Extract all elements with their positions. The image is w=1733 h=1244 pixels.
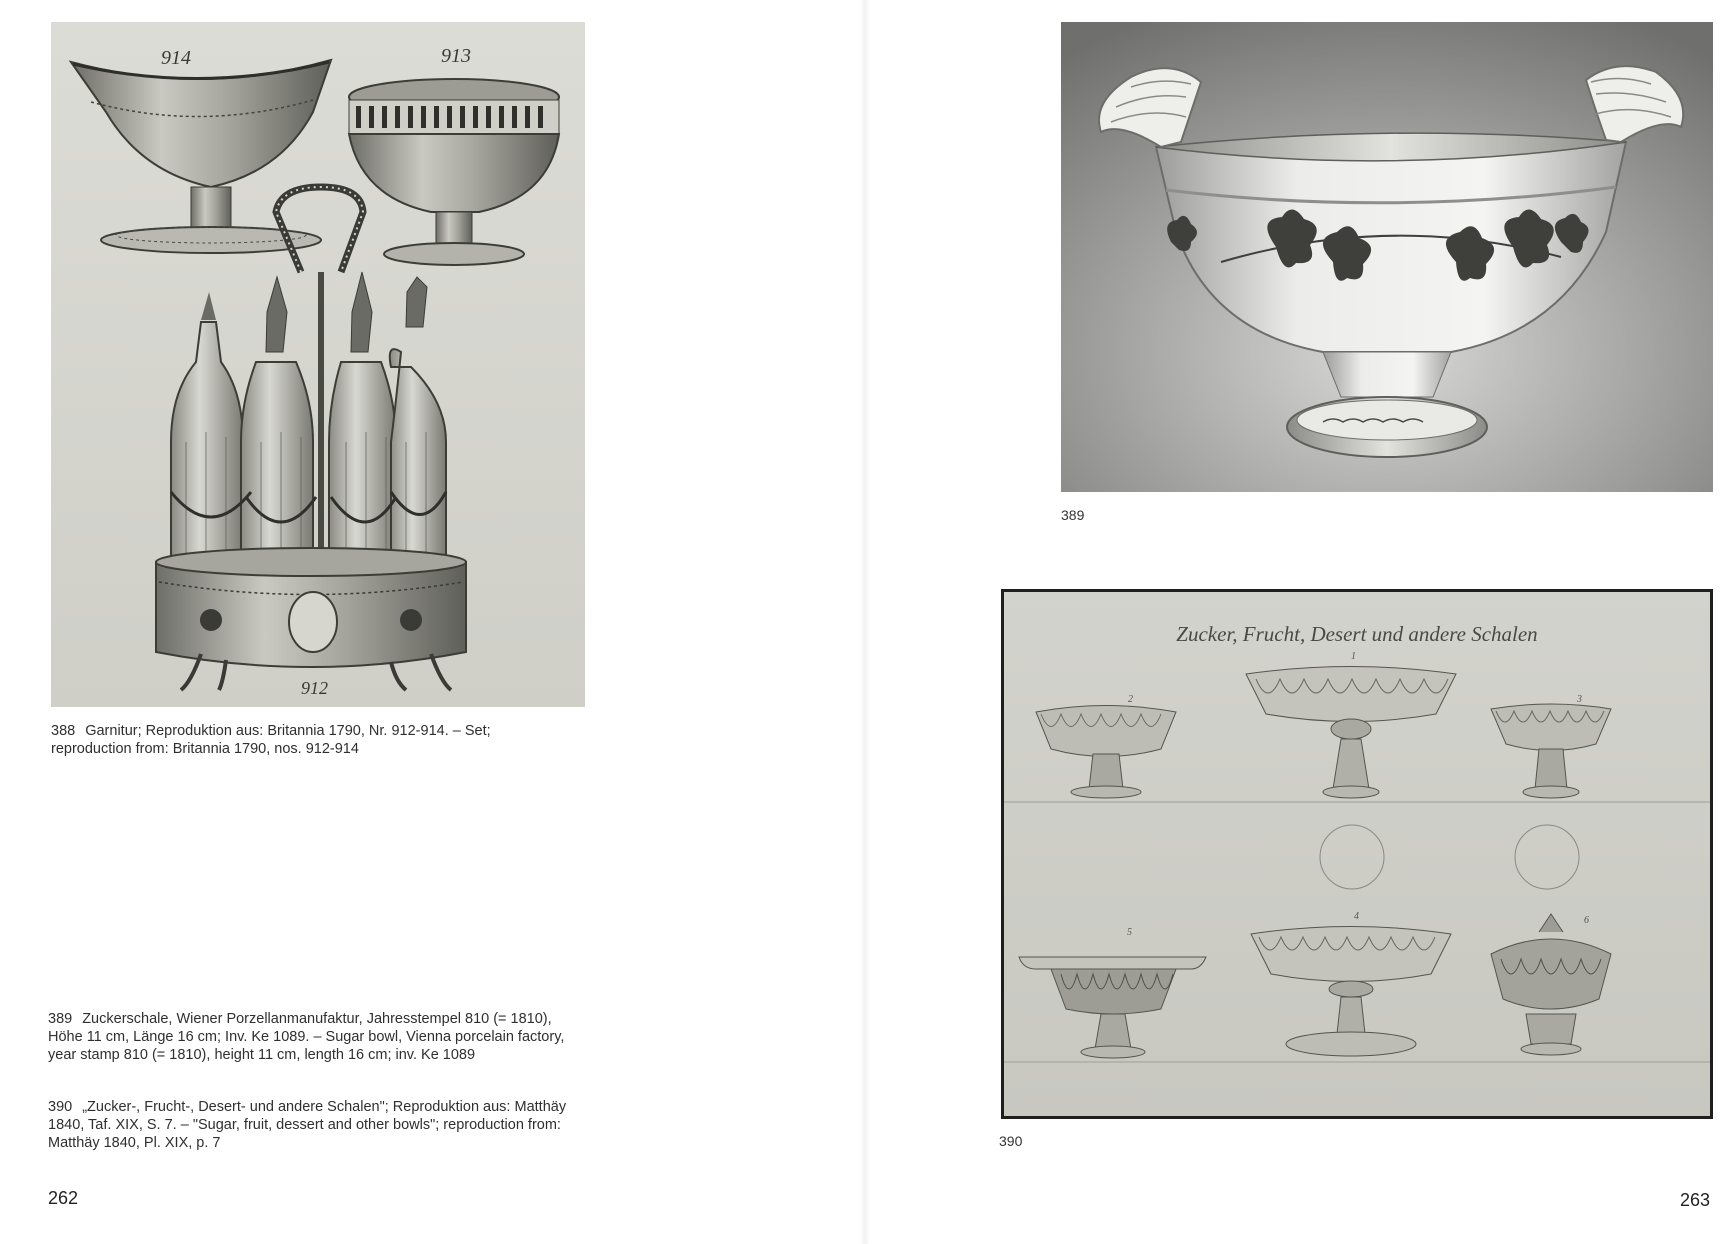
page-number-left: 262 [48, 1188, 79, 1208]
bowl-number-3: 3 [1577, 694, 1582, 705]
caption-number: 388 [51, 723, 76, 739]
figure-388-engraving [51, 22, 585, 707]
bowls-plate-engraving-image [1001, 589, 1713, 1119]
caption-390 [48, 1098, 568, 1152]
bowl-number-6: 6 [1584, 915, 1589, 926]
bowl-number-1: 1 [1351, 651, 1356, 662]
sugar-bowl-photo-image [1061, 22, 1713, 492]
cruet-set-engraving-image [51, 22, 585, 707]
figure-389-photo [1061, 22, 1713, 492]
figure-390-label: 390 [999, 1133, 1023, 1149]
label-914: 914 [161, 47, 191, 69]
label-913: 913 [441, 45, 471, 67]
bowl-number-4: 4 [1354, 911, 1359, 922]
caption-number: 390 [48, 1099, 73, 1115]
figure-390-plate [1001, 589, 1713, 1119]
bowl-number-2: 2 [1128, 694, 1133, 705]
bowl-number-5: 5 [1127, 927, 1132, 938]
caption-number: 389 [48, 1011, 73, 1027]
page-gutter [860, 0, 870, 1244]
caption-388 [51, 722, 571, 758]
caption-389 [48, 1010, 568, 1064]
caption-text: Zuckerschale, Wiener Porzellanmanufaktur, Jahresstempel 810 (= 1810), Höhe 11 cm, Länge 16 cm; Inv. Ke 1089. – Sugar bowl, Vienna porcelain factory, year stamp 810 (= 1810), height 11 cm, length 16 cm; inv. Ke 1089 [48, 1011, 565, 1063]
label-912: 912 [301, 678, 328, 698]
plate-title: Zucker, Frucht, Desert und andere Schalen [1176, 622, 1538, 646]
caption-text: „Zucker-, Frucht-, Desert- und andere Schalen"; Reproduktion aus: Matthäy 1840, Taf. XIX, S. 7. – "Sugar, fruit, dessert and other bowls"; reproduction from: Matthäy 1840, Pl. XIX, p. 7 [48, 1099, 567, 1151]
figure-389-label: 389 [1061, 507, 1085, 523]
page-number-right: 263 [1680, 1190, 1711, 1210]
caption-text: Garnitur; Reproduktion aus: Britannia 1790, Nr. 912-914. – Set; reproduction from: Britannia 1790, nos. 912-914 [51, 723, 491, 757]
